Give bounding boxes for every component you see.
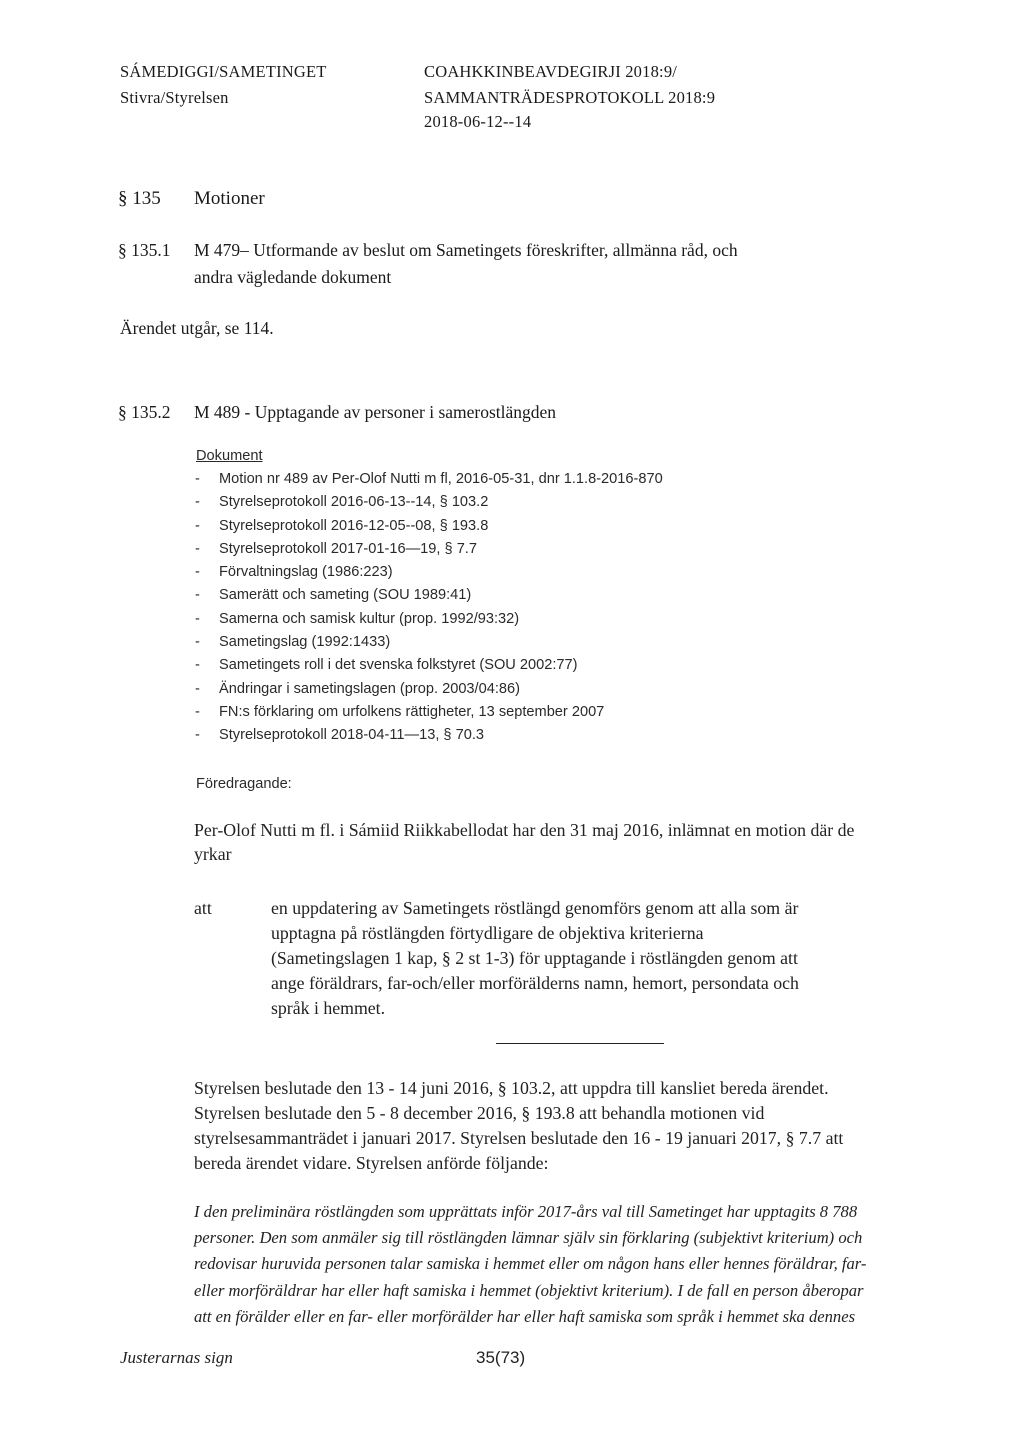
item1-number: § 135.1 [118, 240, 171, 260]
list-item: - Styrelseprotokoll 2017-01-16—19, § 7.7 [195, 540, 477, 557]
att-label: att [194, 898, 212, 918]
list-item: - Förvaltningslag (1986:223) [195, 564, 393, 581]
presenter-label: Föredragande: [196, 776, 292, 792]
list-item: - Styrelseprotokoll 2016-06-13--14, § 103.2 [195, 494, 489, 511]
item1-title-line1: M 479– Utformande av beslut om Sametingets föreskrifter, allmänna råd, och [194, 240, 738, 260]
documents-list [195, 468, 663, 748]
signature-label: Justerarnas sign [120, 1348, 233, 1367]
documents-heading: Dokument [196, 448, 263, 464]
list-item: - FN:s förklaring om urfolkens rättigheter, 13 september 2007 [195, 703, 605, 720]
section-title: Motioner [194, 188, 265, 209]
list-item: - Ändringar i sametingslagen (prop. 2003/04:86) [195, 680, 520, 697]
item2-number: § 135.2 [118, 402, 171, 422]
list-item: - Samerätt och sameting (SOU 1989:41) [195, 587, 472, 604]
item1-note: Ärendet utgår, se 114. [120, 318, 274, 338]
list-item: - Styrelseprotokoll 2016-12-05--08, § 193.8 [195, 517, 489, 534]
list-item: - Samerna och samisk kultur (prop. 1992/93:32) [195, 610, 520, 627]
protocol-date: 2018-06-12--14 [424, 112, 532, 131]
quote-paragraph: I den preliminära röstlängden som upprättats inför 2017-års val till Sametinget har upptagits 8 788 personer. Den som anmäler sig till röstlängden lämnar själv sin förklaring (subjektivt kriterium) och redovisar huruvida personen talar samiska i hemmet eller om någon hans eller hennes föräldrar, far- eller morföräldrar har eller haft samiska i hemmet (objektivt kriterium). I de fall en person åberopar att en förälder eller en far- eller morförälder har eller haft samiska som språk i hemmet ska dennes [194, 1202, 867, 1326]
list-item: - Sametingslag (1992:1433) [195, 634, 391, 651]
protocol-title-sami: COAHKKINBEAVDEGIRJI 2018:9/ [424, 62, 678, 81]
divider [496, 1043, 664, 1044]
decision-paragraph: Styrelsen beslutade den 13 - 14 juni 2016, § 103.2, att uppdra till kansliet bereda ärendet. Styrelsen beslutade den 5 - 8 december 2016, § 193.8 att behandla motionen vid styrelsesammanträdet i januari 2017. Styrelsen beslutade den 16 - 19 januari 2017, § 7.7 att bereda ärendet vidare. Styrelsen anförde följande: [194, 1078, 844, 1173]
item1-title-line2: andra vägledande dokument [194, 267, 392, 287]
item2-title: M 489 - Upptagande av personer i samerostlängden [194, 402, 557, 422]
att-clause: en uppdatering av Sametingets röstlängd genomförs genom att alla som är upptagna på röstlängden förtydligare de objektiva kriterierna (Sametingslagen 1 kap, § 2 st 1-3) för upptagande i röstlängden genom att ange föräldrars, far-och/eller morförälderns namn, hemort, persondata och språk i hemmet. [271, 898, 799, 1018]
section-number: § 135 [118, 188, 161, 209]
org-name: SÁMEDIGGI/SAMETINGET [120, 62, 327, 81]
org-subunit: Stivra/Styrelsen [120, 88, 229, 107]
page-number: 35(73) [476, 1348, 526, 1367]
protocol-title-swedish: SAMMANTRÄDESPROTOKOLL 2018:9 [424, 88, 716, 107]
list-item: - Styrelseprotokoll 2018-04-11—13, § 70.3 [195, 727, 485, 744]
list-item: - Motion nr 489 av Per-Olof Nutti m fl, 2016-05-31, dnr 1.1.8-2016-870 [195, 471, 663, 487]
motion-intro: Per-Olof Nutti m fl. i Sámiid Riikkabellodat har den 31 maj 2016, inlämnat en motion där de yrkar [194, 820, 855, 865]
list-item: - Sametingets roll i det svenska folkstyret (SOU 2002:77) [195, 657, 578, 674]
